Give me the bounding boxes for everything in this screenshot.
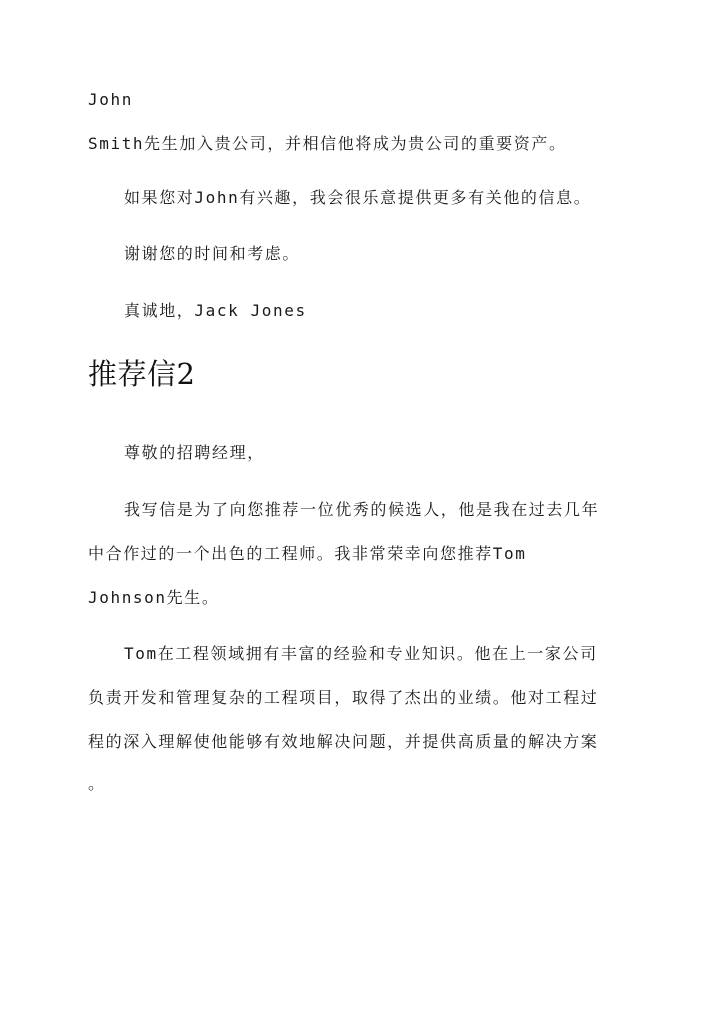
section-heading: 推荐信2 <box>88 357 196 391</box>
text-line: 。 <box>88 774 106 793</box>
text-line: 中合作过的一个出色的工程师。我非常荣幸向您推荐Tom <box>88 544 527 563</box>
paragraph-thanks: 谢谢您的时间和考虑。 <box>124 244 301 263</box>
text-line: Smith先生加入贵公司，并相信他将成为贵公司的重要资产。 <box>88 134 567 153</box>
text-line: Tom在工程领域拥有丰富的经验和专业知识。他在上一家公司 <box>124 644 598 663</box>
text-line: Johnson先生。 <box>88 588 220 607</box>
text-line: 我写信是为了向您推荐一位优秀的候选人，他是我在过去几年 <box>124 500 600 519</box>
text-line: 程的深入理解使他能够有效地解决问题，并提供高质量的解决方案 <box>88 732 599 751</box>
signature-line: 真诚地，Jack Jones <box>124 301 307 320</box>
text-line: John <box>88 90 133 109</box>
paragraph-interest: 如果您对John有兴趣，我会很乐意提供更多有关他的信息。 <box>124 188 592 207</box>
salutation: 尊敬的招聘经理， <box>124 443 265 462</box>
text-line: 负责开发和管理复杂的工程项目，取得了杰出的业绩。他对工程过 <box>88 688 599 707</box>
